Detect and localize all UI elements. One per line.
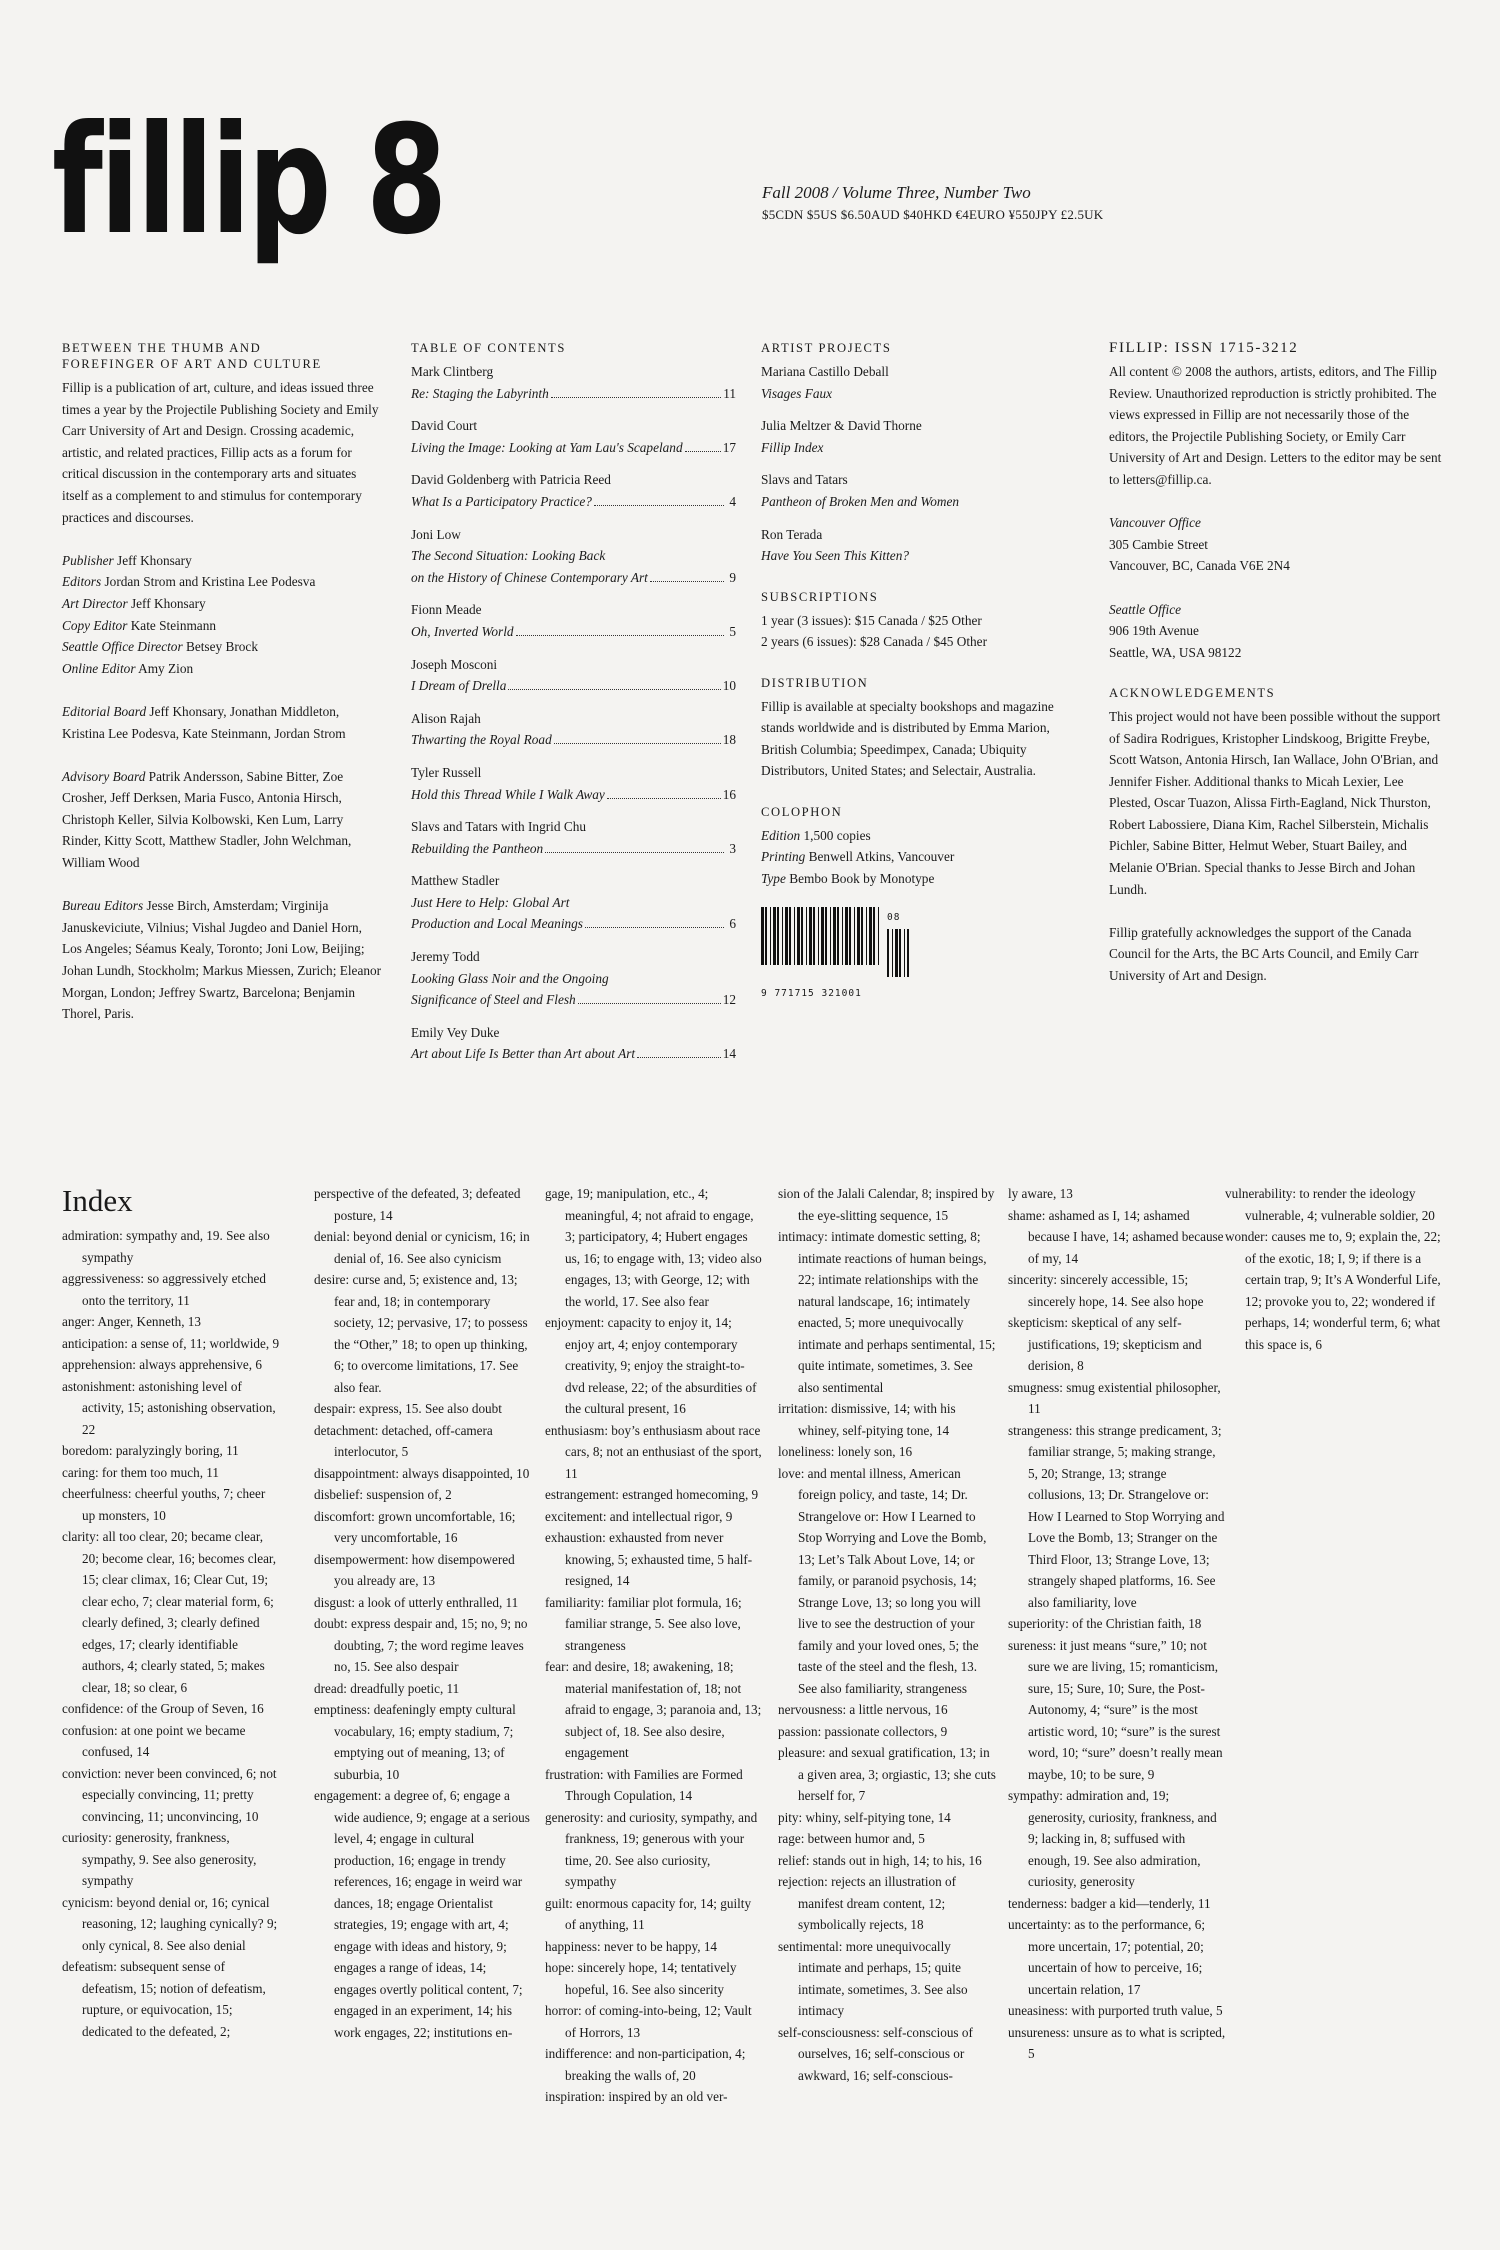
toc-title: Rebuilding the Pantheon	[411, 840, 544, 856]
index-entry: defeatism: subsequent sense of defeatism, 15; notion of defeatism, rupture, or equivocation, 15; dedicated to the defeated, 2;	[62, 1959, 266, 2039]
toc-entry	[411, 762, 736, 805]
index-entry: cheerfulness: cheerful youths, 7; cheer up monsters, 10	[62, 1486, 266, 1523]
list-item: Slavs and Tatars Pantheon of Broken Men and Women	[761, 472, 960, 509]
index-entry: relief: stands out in high, 14; to his, 16	[778, 1852, 982, 1868]
index-entry: fear: and desire, 18; awakening, 18; material manifestation of, 18; not afraid to engage, 3; paranoia and, 13; subject of, 18. See also desire, engagement	[545, 1659, 762, 1760]
index-entry: strangeness: this strange predicament, 3; familiar strange, 5; making strange, 5, 20; Strange, 13; strange collusions, 13; Dr. Strangelove or: How I Learned to Stop Worrying and Love the Bomb, 13; Stranger on the Third Floor, 13; Strange Love, 13; strangely shaped platforms, 16. See also familiarity, love	[1008, 1422, 1225, 1610]
vancouver-office-label: Vancouver Office	[1109, 515, 1201, 531]
toc-entry	[411, 599, 736, 642]
toc-page-number: 17	[722, 439, 736, 455]
index-entry: generosity: and curiosity, sympathy, and frankness, 19; generous with your time, 20. See also curiosity, sympathy	[545, 1809, 758, 1889]
toc-title: Living the Image: Looking at Yam Lau's Scapeland	[411, 439, 683, 455]
issue-prices: $5CDN $5US $6.50AUD $40HKD €4EURO ¥550JPY £2.5UK	[762, 207, 1104, 222]
toc-author: Emily Vey Duke	[411, 1024, 500, 1040]
index-entry: rage: between humor and, 5	[778, 1831, 925, 1846]
toc-author: Matthew Stadler	[411, 873, 500, 889]
toc-page-number: 9	[729, 569, 736, 585]
toc-page-number: 18	[722, 732, 736, 748]
barcode	[761, 907, 1081, 1005]
acknowledgements-body: This project would not have been possible without the support of Sadira Rodrigues, Kristopher Lindskoog, Brigitte Freybe, Scott Watson, Antonia Hirsch, Ian Wallace, John O'Brian, and Jennifer Fisher. Additional thanks to Micah Lexier, Lee Plested, Oscar Tuazon, Alissa Firth-Eagland, Nick Thurston, Robert Labossiere, Diana Kim, Rachel Silberstein, Michalis Pichler, Sabine Bitter, Helmut Weber, Stuart Bailey, and Melanie O'Brian. Special thanks to Jesse Birch and Johan Lundh.	[1109, 708, 1441, 897]
index-column-3	[545, 1183, 763, 2108]
toc-page-number: 5	[729, 623, 736, 639]
toc-entry	[411, 708, 736, 751]
index-entry: wonder: causes me to, 9; explain the, 22; of the exotic, 18; I, 9; if there is a certain trap, 9; It’s A Wonderful Life, 12; provoke you to, 22; wondered if perhaps, 14; wonderful term, 6; what this space is, 6	[1225, 1229, 1441, 1352]
index-entry: dread: dreadfully poetic, 11	[314, 1680, 460, 1696]
index-entry: engagement: a degree of, 6; engage a wide audience, 9; engage at a serious level, 4; engage in cultural production, 16; engage in trendy references, 16; engage in weird war dances, 18; engage Orientalist strategies, 19; engage with art, 4; engage with ideas and history, 9; engages a range of ideas, 14; engages overtly political content, 7; engaged in an experiment, 14; his work engages, 22; institutions en-	[314, 1788, 530, 2040]
index-entry: disempowerment: how disempowered you already are, 13	[314, 1551, 515, 1588]
index-entry: clarity: all too clear, 20; became clear, 20; become clear, 16; becomes clear, 15; clear climax, 16; Clear Cut, 19; clear echo, 7; clear material form, 6; clearly defined, 3; clearly defined edges, 17; clearly identifiable authors, 4; clearly stated, 5; makes clear, 18; so clear, 6	[62, 1529, 277, 1695]
index-entry: horror: of coming-into-being, 12; Vault of Horrors, 13	[545, 2003, 752, 2040]
toc-title-line	[411, 892, 736, 914]
index-entry: guilt: enormous capacity for, 14; guilty of anything, 11	[545, 1895, 752, 1932]
toc-title-line	[411, 675, 736, 697]
toc-leader	[594, 505, 724, 506]
index-entry: estrangement: estranged homecoming, 9	[545, 1487, 759, 1502]
index-entry: caring: for them too much, 11	[62, 1464, 219, 1480]
index-entry: smugness: smug existential philosopher, 11	[1008, 1379, 1221, 1416]
issn-body: All content © 2008 the authors, artists, editors, and The Fillip Review. Unauthorized reproduction is strictly prohibited. The views expressed in Fillip are not necessarily those of the editors, the Projectile Publishing Society, or Emily Carr University of Art and Design. Letters to the editor may be sent to letters@fillip.ca.	[1109, 364, 1442, 487]
index-entry: despair: express, 15. See also doubt	[314, 1401, 502, 1416]
index-entry: sincerity: sincerely accessible, 15; sincerely hope, 14. See also hope	[1008, 1272, 1204, 1309]
toc-leader	[545, 852, 724, 853]
staff-item: Art Director Jeff Khonsary	[62, 595, 206, 611]
index-entry: sion of the Jalali Calendar, 8; inspired by the eye-slitting sequence, 15	[778, 1186, 995, 1223]
toc-author: Mark Clintberg	[411, 364, 494, 379]
index-entry: cynicism: beyond denial or, 16; cynical reasoning, 12; laughing cynically? 9; only cynical, 8. See also denial	[62, 1894, 278, 1953]
toc-page-number: 4	[729, 493, 736, 509]
toc-leader	[508, 689, 720, 690]
index-entry: ly aware, 13	[1008, 1186, 1073, 1201]
index-entry: indifference: and non-participation, 4; breaking the walls of, 20	[545, 2046, 746, 2083]
artist-projects-heading: ARTIST PROJECTS	[761, 341, 892, 355]
index-entry: superiority: of the Christian faith, 18	[1008, 1616, 1202, 1631]
index-entry: nervousness: a little nervous, 16	[778, 1702, 948, 1717]
seattle-address-line: 906 19th Avenue	[1109, 623, 1199, 639]
toc-leader	[516, 635, 724, 636]
index-entry: confidence: of the Group of Seven, 16	[62, 1701, 264, 1716]
toc-title-line	[411, 913, 736, 935]
index-column-1	[62, 1225, 280, 2042]
toc-entry	[411, 524, 736, 589]
index-entry: familiarity: familiar plot formula, 16; familiar strange, 5. See also love, strangeness	[545, 1594, 742, 1653]
index-entry: disappointment: always disappointed, 10	[314, 1465, 530, 1481]
index-entry: perspective of the defeated, 3; defeated posture, 14	[314, 1186, 521, 1223]
staff-item: Publisher Jeff Khonsary	[62, 552, 192, 568]
barcode-addon-bars-icon	[887, 929, 909, 977]
staff-item: Editors Jordan Strom and Kristina Lee Podesva	[62, 574, 316, 590]
index-entry: curiosity: generosity, frankness, sympathy, 9. See also generosity, sympathy	[62, 1830, 257, 1888]
index-entry: self-consciousness: self-conscious of ourselves, 16; self-conscious or awkward, 16; self-conscious-	[778, 2024, 973, 2083]
toc-title-line	[411, 968, 736, 990]
toc-leader	[607, 798, 721, 799]
index-entry: aggressiveness: so aggressively etched onto the territory, 11	[62, 1271, 266, 1308]
index-entry: sentimental: more unequivocally intimate and perhaps, 15; quite intimate, sometimes, 3. See also intimacy	[778, 1938, 968, 2018]
toc-page-number: 12	[722, 992, 736, 1008]
toc-author: David Goldenberg with Patricia Reed	[411, 472, 611, 488]
toc-title-line	[411, 729, 736, 751]
index-entry: emptiness: deafeningly empty cultural vocabulary, 16; empty stadium, 7; emptying out of meaning, 13; of suburbia, 10	[314, 1702, 516, 1782]
toc-title-line	[411, 383, 736, 405]
toc-author: Joni Low	[411, 526, 461, 542]
toc-title-line	[411, 567, 736, 589]
toc-title-line	[411, 1043, 736, 1065]
index-entry: happiness: never to be happy, 14	[545, 1938, 718, 1954]
index-entry: detachment: detached, off-camera interlocutor, 5	[314, 1422, 493, 1459]
toc-title: Hold this Thread While I Walk Away	[411, 786, 605, 802]
seattle-office-label: Seattle Office	[1109, 601, 1181, 617]
toc-author: Tyler Russell	[411, 764, 482, 780]
toc-title: What Is a Participatory Practice?	[411, 493, 592, 509]
index-entry: loneliness: lonely son, 16	[778, 1444, 913, 1459]
toc-page-number: 11	[723, 385, 736, 401]
toc-column	[411, 340, 736, 1076]
toc-entry	[411, 415, 736, 458]
bureau-editors: Bureau Editors Jesse Birch, Amsterdam; Virginija Januskeviciute, Vilnius; Vishal Jugdeo and Daniel Horn, Los Angeles; Séamus Kealy, Toronto; Joni Low, Beijing; Johan Lundh, Stockholm; Markus Miessen, Zurich; Eleanor Morgan, London; Jeffrey Swartz, Barcelona; Benjamin Thorel, Paris.	[62, 898, 382, 1022]
toc-page-number: 3	[729, 840, 736, 856]
toc-title-line	[411, 437, 736, 459]
toc-title: Re: Staging the Labyrinth	[411, 385, 549, 401]
toc-title: Thwarting the Royal Road	[411, 732, 552, 748]
subscription-option: 2 years (6 issues): $28 Canada / $45 Other	[761, 634, 987, 650]
staff-list	[62, 550, 382, 680]
index-entry: inspiration: inspired by an old ver-	[545, 2089, 728, 2104]
index-entry: unsureness: unsure as to what is scripted, 5	[1008, 2024, 1226, 2061]
toc-leader	[554, 743, 721, 744]
index-entry: tenderness: badger a kid—tenderly, 11	[1008, 1895, 1211, 1911]
index-entry: pity: whiny, self-pitying tone, 14	[778, 1809, 951, 1825]
colophon-item: Type Bembo Book by Monotype	[761, 870, 935, 886]
editorial-board: Editorial Board Jeff Khonsary, Jonathan Middleton, Kristina Lee Podesva, Kate Steinmann, Jordan Strom	[62, 703, 346, 741]
index-entry: confusion: at one point we became confused, 14	[62, 1722, 246, 1759]
colophon-item: Printing Benwell Atkins, Vancouver	[761, 849, 955, 865]
about-body: Fillip is a publication of art, culture, and ideas issued three times a year by the Projectile Publishing Society and Emily Carr University of Art and Design. Crossing academic, artistic, and related practices, Fillip acts as a forum for critical discussion in the contemporary arts and situates itself as a complement to and stimulus for contemporary practices and discourses.	[62, 380, 379, 525]
issue-date: Fall 2008 / Volume Three, Number Two	[762, 183, 1031, 202]
toc-page-number: 14	[722, 1046, 736, 1062]
toc-entry	[411, 816, 736, 859]
index-entry: love: and mental illness, American foreign policy, and taste, 14; Dr. Strangelove or: How I Learned to Stop Worrying and Love the Bomb, 13; Let’s Talk About Love, 14; or family, or paranoid psychosis, 14; Strange Love, 13; so long you will live to see the destruction of your family and your loved ones, 5; the taste of the steel and the flesh, 13. See also familiarity, strangeness	[778, 1465, 987, 1696]
issue-info	[762, 183, 1103, 223]
distribution-body: Fillip is available at specialty bookshops and magazine stands worldwide and is distributed by Emma Marion, British Columbia; Speedimpex, Canada; Ubiquity Distributors, United States; and Selectair, Australia.	[761, 698, 1054, 779]
index-column-4	[778, 1183, 996, 2086]
toc-leader	[578, 1003, 721, 1004]
index-entry: hope: sincerely hope, 14; tentatively hopeful, 16. See also sincerity	[545, 1960, 737, 1997]
toc-page-number: 16	[722, 786, 736, 802]
index-entry: gage, 19; manipulation, etc., 4; meaningful, 4; not afraid to engage, 3; participatory, 4; Hubert engages us, 16; to engage with, 13; video also engages, 13; with George, 12; with the world, 17. See also fear	[545, 1186, 762, 1309]
toc-title: Production and Local Meanings	[411, 916, 583, 932]
seattle-address-line: Seattle, WA, USA 98122	[1109, 644, 1242, 660]
toc-leader	[650, 581, 724, 582]
toc-title: Oh, Inverted World	[411, 623, 514, 639]
list-item: Ron Terada Have You Seen This Kitten?	[761, 526, 909, 564]
toc-title-line	[411, 784, 736, 806]
index-entry: intimacy: intimate domestic setting, 8; intimate reactions of human beings, 22; intimate relationships with the natural landscape, 16; intimately enacted, 5; more unequivocally intimate and perhaps sentimental, 15; quite intimate, sometimes, 3. See also sentimental	[778, 1229, 996, 1395]
index-entry: sympathy: admiration and, 19; generosity, curiosity, frankness, and 9; lacking in, 8; suffused with enough, 19. See also admiration, curiosity, generosity	[1008, 1788, 1217, 1889]
list-item: Mariana Castillo Deball Visages Faux	[761, 364, 889, 401]
subscriptions-heading: SUBSCRIPTIONS	[761, 589, 879, 604]
toc-entry	[411, 654, 736, 697]
index-entry: irritation: dismissive, 14; with his whiney, self-pitying tone, 14	[778, 1401, 956, 1438]
toc-list	[411, 361, 736, 1065]
colophon-item: Edition 1,500 copies	[761, 827, 871, 843]
toc-heading: TABLE OF CONTENTS	[411, 341, 566, 355]
index-entry: enjoyment: capacity to enjoy it, 14; enjoy art, 4; enjoy contemporary creativity, 9; enjoy the straight-to-dvd release, 22; of the absurdities of the cultural present, 16	[545, 1315, 757, 1416]
toc-leader	[585, 927, 724, 928]
toc-author: Jeremy Todd	[411, 949, 480, 965]
index-entry: disgust: a look of utterly enthralled, 11	[314, 1594, 519, 1610]
index-entry: astonishment: astonishing level of activity, 15; astonishing observation, 22	[62, 1378, 276, 1437]
about-column	[62, 340, 382, 1025]
issn-heading: FILLIP: ISSN 1715-3212	[1109, 340, 1299, 356]
index-entry: skepticism: skeptical of any self-justifications, 19; skepticism and derision, 8	[1008, 1315, 1202, 1373]
toc-entry	[411, 1022, 736, 1065]
index-entry: rejection: rejects an illustration of manifest dream content, 12; symbolically rejects, 18	[778, 1874, 956, 1932]
toc-author: Alison Rajah	[411, 710, 481, 726]
toc-title: Significance of Steel and Flesh	[411, 992, 576, 1008]
distribution-heading: DISTRIBUTION	[761, 675, 869, 690]
index-entry: pleasure: and sexual gratification, 13; in a given area, 3; orgiastic, 13; she cuts herself for, 7	[778, 1745, 996, 1803]
barcode-bars-icon	[761, 907, 881, 965]
toc-title-line	[411, 545, 736, 567]
staff-item: Online Editor Amy Zion	[62, 660, 194, 676]
acknowledgements-heading: ACKNOWLEDGEMENTS	[1109, 685, 1276, 700]
toc-entry	[411, 361, 736, 404]
toc-leader	[637, 1057, 721, 1058]
vancouver-address-line: Vancouver, BC, Canada V6E 2N4	[1109, 558, 1290, 574]
index-entry: uneasiness: with purported truth value, 5	[1008, 2003, 1223, 2018]
index-entry: doubt: express despair and, 15; no, 9; no doubting, 7; the word regime leaves no, 15. See also despair	[314, 1616, 528, 1674]
toc-leader	[551, 397, 721, 398]
artist-projects-list	[761, 361, 1081, 567]
toc-leader	[685, 451, 721, 452]
index-entry: enthusiasm: boy’s enthusiasm about race cars, 8; not an enthusiast of the sport, 11	[545, 1422, 762, 1481]
toc-author: Fionn Meade	[411, 602, 482, 618]
index-entry: frustration: with Families are Formed Through Copulation, 14	[545, 1766, 743, 1803]
index-entry: disbelief: suspension of, 2	[314, 1487, 452, 1502]
toc-author: David Court	[411, 418, 478, 434]
index-entry: excitement: and intellectual rigor, 9	[545, 1508, 733, 1524]
toc-title: Art about Life Is Better than Art about Art	[411, 1046, 636, 1062]
index-entry: denial: beyond denial or cynicism, 16; in denial of, 16. See also cynicism	[314, 1229, 530, 1266]
barcode-digits: 9 771715 321001	[761, 988, 862, 1000]
index-entry: boredom: paralyzingly boring, 11	[62, 1443, 239, 1458]
list-item: Julia Meltzer & David Thorne Fillip Index	[761, 418, 922, 455]
toc-title: Just Here to Help: Global Art	[411, 894, 570, 910]
index-column-2	[314, 1183, 532, 2043]
info-column	[761, 340, 1081, 1005]
index-entry: apprehension: always apprehensive, 6	[62, 1357, 262, 1372]
toc-title: I Dream of Drella	[411, 678, 507, 694]
toc-entry	[411, 946, 736, 1011]
toc-title-line	[411, 838, 736, 860]
index-entry: desire: curse and, 5; existence and, 13; fear and, 18; in contemporary society, 12; pervasive, 17; to possess the “Other,” 18; to open up thinking, 6; to overcome limitations, 17. See also fear.	[314, 1272, 528, 1395]
index-entry: exhaustion: exhausted from never knowing, 5; exhausted time, 5 half-resigned, 14	[545, 1530, 753, 1588]
toc-title-line	[411, 621, 736, 643]
index-title: Index	[62, 1183, 133, 1218]
index-entry: vulnerability: to render the ideology vulnerable, 4; vulnerable soldier, 20	[1225, 1186, 1435, 1223]
toc-title: The Second Situation: Looking Back	[411, 548, 606, 564]
advisory-board: Advisory Board Patrik Andersson, Sabine Bitter, Zoe Crosher, Jeff Derksen, Maria Fusco, Antonia Hirsch, Christoph Keller, Silvia Kolbowski, Ken Lum, Larry Rinder, Kitty Scott, Matthew Stadler, John Welchman, William Wood	[62, 768, 352, 871]
index-entry: sureness: it just means “sure,” 10; not sure we are living, 15; romanticism, sure, 15; Sure, 10; Sure, the Post-Autonomy, 4; “sure” is the most artistic word, 10; “sure” is the surest word, 10; “sure” doesn’t really mean maybe, 10; to be sure, 9	[1008, 1637, 1223, 1782]
index-entry: anger: Anger, Kenneth, 13	[62, 1314, 201, 1329]
index-entry: admiration: sympathy and, 19. See also sympathy	[62, 1228, 270, 1265]
toc-entry	[411, 469, 736, 512]
barcode-addon: 08	[887, 912, 901, 924]
index-entry: discomfort: grown uncomfortable, 16; very uncomfortable, 16	[314, 1508, 516, 1545]
toc-page-number: 6	[729, 916, 736, 932]
toc-title: on the History of Chinese Contemporary Art	[411, 569, 648, 585]
vancouver-address-line: 305 Cambie Street	[1109, 536, 1208, 552]
colophon-heading: COLOPHON	[761, 804, 843, 819]
index-entry: passion: passionate collectors, 9	[778, 1723, 948, 1739]
staff-item: Copy Editor Kate Steinmann	[62, 617, 217, 633]
toc-title-line	[411, 989, 736, 1011]
index-entry: uncertainty: as to the performance, 6; more uncertain, 17; potential, 20; uncertain of how to perceive, 16; uncertain relation, 17	[1008, 1917, 1206, 1997]
masthead-logo: fillip 8	[52, 94, 445, 268]
toc-author: Joseph Mosconi	[411, 656, 498, 672]
toc-title: Looking Glass Noir and the Ongoing	[411, 970, 609, 986]
toc-author: Slavs and Tatars with Ingrid Chu	[411, 819, 586, 835]
index-entry: shame: ashamed as I, 14; ashamed because I have, 14; ashamed because of my, 14	[1008, 1207, 1224, 1266]
index-column-5	[1008, 1183, 1226, 2065]
toc-title-line	[411, 491, 736, 513]
staff-item: Seattle Office Director Betsey Brock	[62, 639, 258, 655]
issn-column	[1109, 340, 1444, 987]
index-column-6	[1225, 1183, 1443, 1355]
toc-entry	[411, 870, 736, 935]
toc-page-number: 10	[722, 678, 736, 694]
subscription-option: 1 year (3 issues): $15 Canada / $25 Other	[761, 612, 982, 628]
index-entry: anticipation: a sense of, 11; worldwide, 9	[62, 1335, 280, 1351]
acknowledgements-support: Fillip gratefully acknowledges the support of the Canada Council for the Arts, the BC Arts Council, and Emily Carr University of Art and Design.	[1109, 924, 1419, 984]
about-heading: BETWEEN THE THUMB AND FOREFINGER OF ART AND CULTURE	[62, 341, 322, 371]
index-entry: conviction: never been convinced, 6; not especially convincing, 11; pretty convincing, 11; unconvincing, 10	[62, 1765, 277, 1824]
